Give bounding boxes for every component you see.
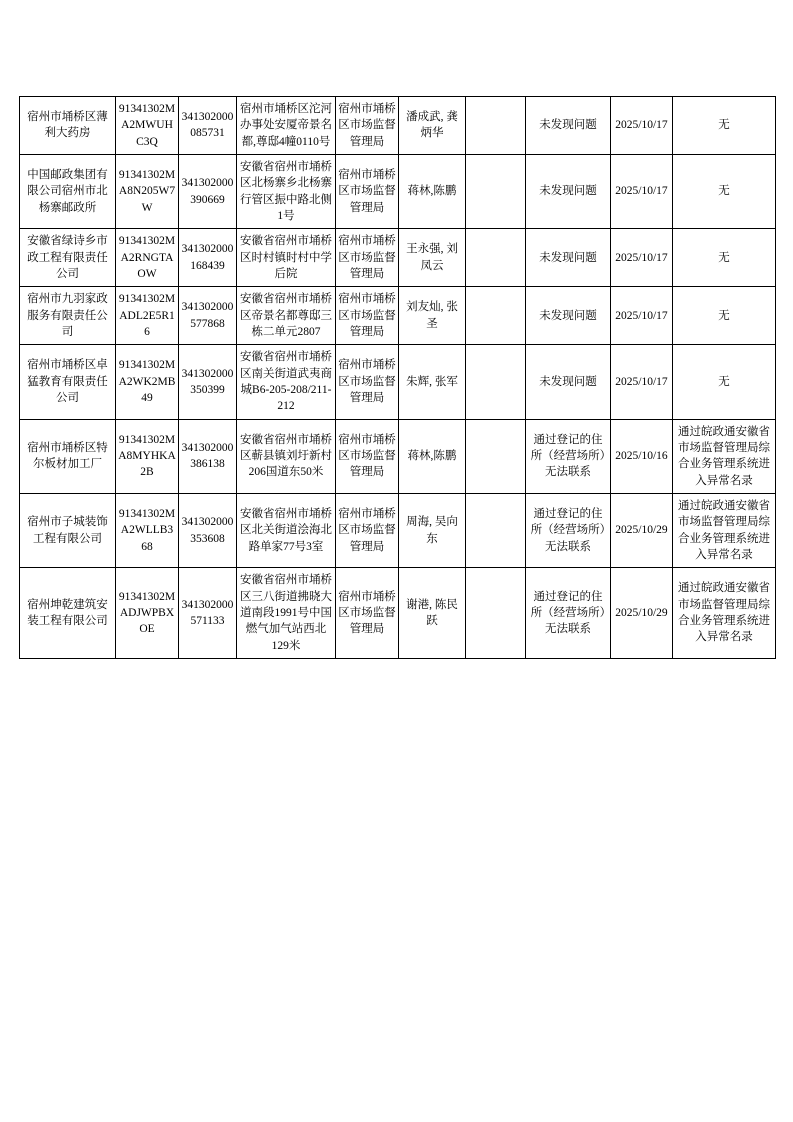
cell-address: 安徽省宿州市埇桥区北杨寨乡北杨寨行管区振中路北侧1号 (237, 154, 336, 228)
cell-date: 2025/10/17 (611, 97, 673, 155)
cell-credit-code: 91341302MA2RNGTAOW (116, 229, 179, 287)
cell-registration-number: 341302000350399 (179, 345, 237, 419)
cell-inspectors: 王永强, 刘凤云 (399, 229, 466, 287)
table-row (20, 419, 776, 493)
cell-company-name: 宿州市埇桥区特尔板材加工厂 (20, 419, 116, 493)
cell-handling: 通过皖政通安徽省市场监督管理局综合业务管理系统进入异常名录 (673, 568, 776, 659)
cell-registration-number: 341302000085731 (179, 97, 237, 155)
cell-inspectors: 谢港, 陈民跃 (399, 568, 466, 659)
table-row (20, 568, 776, 659)
cell-result: 通过登记的住所（经营场所）无法联系 (526, 493, 611, 567)
cell-result: 未发现问题 (526, 229, 611, 287)
cell-company-name: 安徽省绿诗乡市政工程有限责任公司 (20, 229, 116, 287)
cell-credit-code: 91341302MADL2E5R16 (116, 287, 179, 345)
cell-credit-code: 91341302MA8MYHKA2B (116, 419, 179, 493)
cell-credit-code: 91341302MA2WK2MB49 (116, 345, 179, 419)
cell-authority: 宿州市埇桥区市场监督管理局 (336, 568, 399, 659)
cell-authority: 宿州市埇桥区市场监督管理局 (336, 287, 399, 345)
table-row (20, 287, 776, 345)
cell-address: 安徽省宿州市埇桥区南关街道武夷商城B6-205-208/211-212 (237, 345, 336, 419)
cell-registration-number: 341302000386138 (179, 419, 237, 493)
cell-date: 2025/10/29 (611, 568, 673, 659)
cell-company-name: 宿州市埇桥区薄利大药房 (20, 97, 116, 155)
cell-inspectors: 蒋林,陈鹏 (399, 154, 466, 228)
cell-registration-number: 341302000390669 (179, 154, 237, 228)
cell-registration-number: 341302000353608 (179, 493, 237, 567)
cell-credit-code: 91341302MA8N205W7W (116, 154, 179, 228)
cell-authority: 宿州市埇桥区市场监督管理局 (336, 97, 399, 155)
cell-credit-code: 91341302MA2WLLB368 (116, 493, 179, 567)
cell-authority: 宿州市埇桥区市场监督管理局 (336, 154, 399, 228)
cell-address: 安徽省宿州市埇桥区时村镇时村中学后院 (237, 229, 336, 287)
table-row (20, 229, 776, 287)
cell-result: 未发现问题 (526, 345, 611, 419)
cell-company-name: 宿州坤乾建筑安装工程有限公司 (20, 568, 116, 659)
inspection-records-table-wrapper (19, 96, 775, 659)
cell-authority: 宿州市埇桥区市场监督管理局 (336, 229, 399, 287)
cell-result: 未发现问题 (526, 287, 611, 345)
cell-registration-number: 341302000571133 (179, 568, 237, 659)
cell-date: 2025/10/17 (611, 287, 673, 345)
cell-note (466, 97, 526, 155)
cell-note (466, 345, 526, 419)
cell-credit-code: 91341302MADJWPBXOE (116, 568, 179, 659)
cell-handling: 通过皖政通安徽省市场监督管理局综合业务管理系统进入异常名录 (673, 493, 776, 567)
table-row (20, 493, 776, 567)
cell-note (466, 154, 526, 228)
cell-authority: 宿州市埇桥区市场监督管理局 (336, 419, 399, 493)
cell-handling: 无 (673, 345, 776, 419)
cell-company-name: 宿州市子城装饰工程有限公司 (20, 493, 116, 567)
cell-note (466, 229, 526, 287)
cell-company-name: 宿州市九羽家政服务有限责任公司 (20, 287, 116, 345)
table-body (20, 97, 776, 659)
cell-note (466, 419, 526, 493)
cell-registration-number: 341302000168439 (179, 229, 237, 287)
cell-address: 安徽省宿州市埇桥区三八街道拂晓大道南段1991号中国燃气加气站西北129米 (237, 568, 336, 659)
cell-credit-code: 91341302MA2MWUHC3Q (116, 97, 179, 155)
cell-note (466, 287, 526, 345)
cell-address: 安徽省宿州市埇桥区帝景名都尊邸三栋二单元2807 (237, 287, 336, 345)
cell-registration-number: 341302000577868 (179, 287, 237, 345)
cell-address: 安徽省宿州市埇桥区蕲县镇刘圩新村206国道东50米 (237, 419, 336, 493)
cell-result: 未发现问题 (526, 97, 611, 155)
cell-inspectors: 潘成武, 龚炳华 (399, 97, 466, 155)
inspection-records-table (19, 96, 776, 659)
cell-date: 2025/10/17 (611, 154, 673, 228)
cell-note (466, 493, 526, 567)
cell-inspectors: 周海, 吴向东 (399, 493, 466, 567)
cell-result: 未发现问题 (526, 154, 611, 228)
cell-inspectors: 蒋林,陈鹏 (399, 419, 466, 493)
cell-handling: 无 (673, 97, 776, 155)
cell-authority: 宿州市埇桥区市场监督管理局 (336, 493, 399, 567)
cell-address: 宿州市埇桥区沱河办事处安厦帝景名都,尊邸4幢0110号 (237, 97, 336, 155)
table-row (20, 97, 776, 155)
cell-date: 2025/10/29 (611, 493, 673, 567)
table-row (20, 154, 776, 228)
cell-note (466, 568, 526, 659)
cell-inspectors: 刘友灿, 张圣 (399, 287, 466, 345)
cell-company-name: 宿州市埇桥区卓猛教育有限责任公司 (20, 345, 116, 419)
cell-result: 通过登记的住所（经营场所）无法联系 (526, 419, 611, 493)
cell-handling: 通过皖政通安徽省市场监督管理局综合业务管理系统进入异常名录 (673, 419, 776, 493)
cell-authority: 宿州市埇桥区市场监督管理局 (336, 345, 399, 419)
table-row (20, 345, 776, 419)
cell-address: 安徽省宿州市埇桥区北关街道浍海北路单家77号3室 (237, 493, 336, 567)
cell-inspectors: 朱辉, 张军 (399, 345, 466, 419)
cell-handling: 无 (673, 229, 776, 287)
cell-date: 2025/10/17 (611, 345, 673, 419)
cell-handling: 无 (673, 287, 776, 345)
cell-date: 2025/10/17 (611, 229, 673, 287)
cell-date: 2025/10/16 (611, 419, 673, 493)
cell-result: 通过登记的住所（经营场所）无法联系 (526, 568, 611, 659)
cell-handling: 无 (673, 154, 776, 228)
cell-company-name: 中国邮政集团有限公司宿州市北杨寨邮政所 (20, 154, 116, 228)
